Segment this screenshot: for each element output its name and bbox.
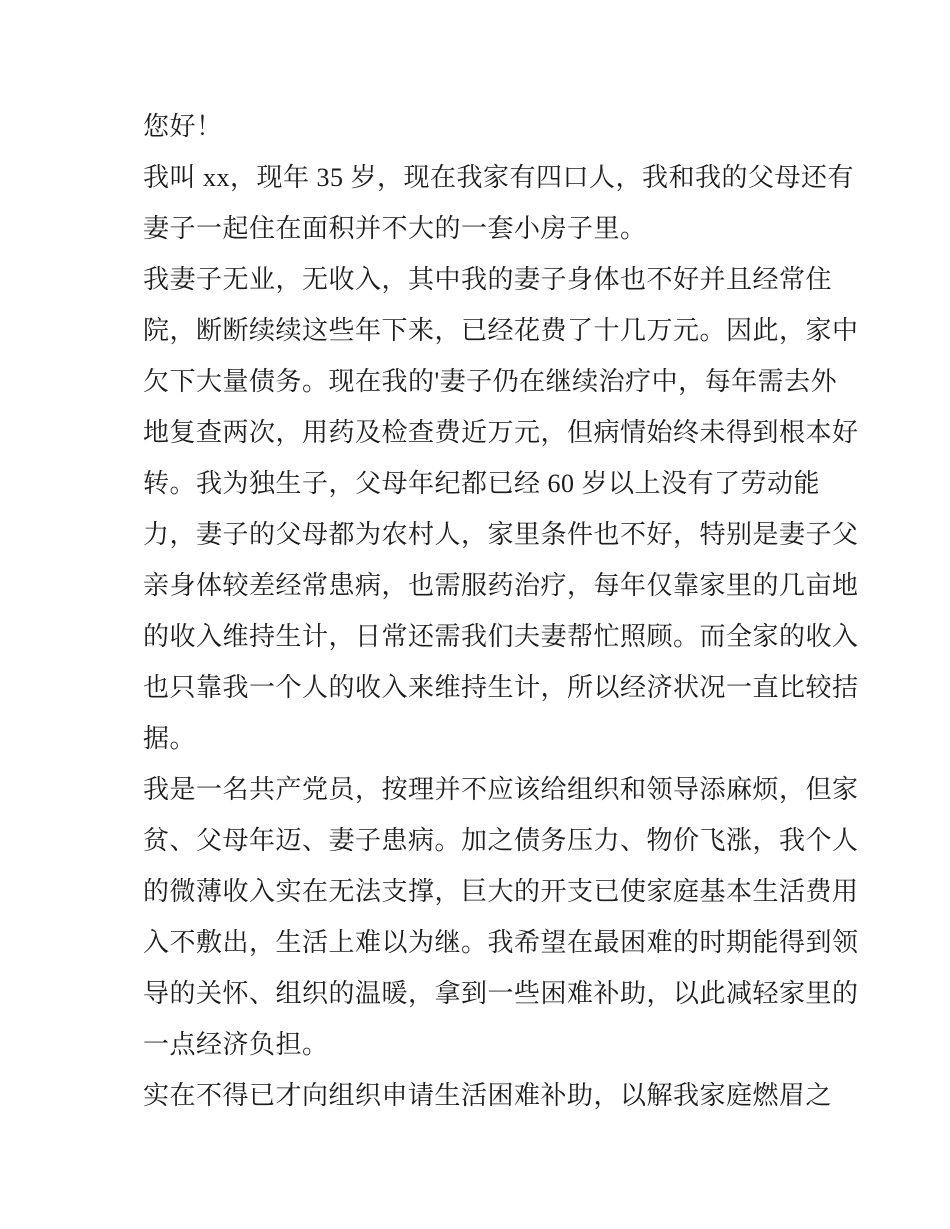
text-line: 我妻子无业，无收入，其中我的妻子身体也不好并且经常住 <box>143 265 833 294</box>
text-line: 的收入维持生计，日常还需我们夫妻帮忙照顾。而全家的收入 <box>143 622 859 651</box>
text-line: 实在不得已才向组织申请生活困难补助，以解我家庭燃眉之 <box>143 1081 833 1110</box>
text-line: 您好！ <box>143 112 223 141</box>
text-line: 妻子一起住在面积并不大的一套小房子里。 <box>143 214 647 243</box>
text-line: 欠下大量债务。现在我的'妻子仍在继续治疗中，每年需去外 <box>143 367 838 396</box>
text-line: 亲身体较差经常患病，也需服药治疗，每年仅靠家里的几亩地 <box>143 571 859 600</box>
text-line: 一点经济负担。 <box>143 1030 329 1059</box>
text-line: 贫、父母年迈、妻子患病。加之债务压力、物价飞涨，我个人 <box>143 826 859 855</box>
text-line: 也只靠我一个人的收入来维持生计，所以经济状况一直比较拮 <box>143 673 859 702</box>
text-line: 我是一名共产党员，按理并不应该给组织和领导添麻烦，但家 <box>143 775 859 804</box>
text-line: 转。我为独生子，父母年纪都已经 60 岁以上没有了劳动能 <box>143 469 821 498</box>
text-line: 地复查两次，用药及检查费近万元，但病情始终未得到根本好 <box>143 418 859 447</box>
text-line: 导的关怀、组织的温暖，拿到一些困难补助，以此减轻家里的 <box>143 979 859 1008</box>
text-line: 院，断断续续这些年下来，已经花费了十几万元。因此，家中 <box>143 316 859 345</box>
letter-body <box>143 101 859 1121</box>
text-line: 力，妻子的父母都为农村人，家里条件也不好，特别是妻子父 <box>143 520 859 549</box>
text-line: 我叫 xx，现年 35 岁，现在我家有四口人，我和我的父母还有 <box>143 163 855 192</box>
text-line: 的微薄收入实在无法支撑，巨大的开支已使家庭基本生活费用 <box>143 877 859 906</box>
text-line: 入不敷出，生活上难以为继。我希望在最困难的时期能得到领 <box>143 928 859 957</box>
text-line: 据。 <box>143 724 197 753</box>
